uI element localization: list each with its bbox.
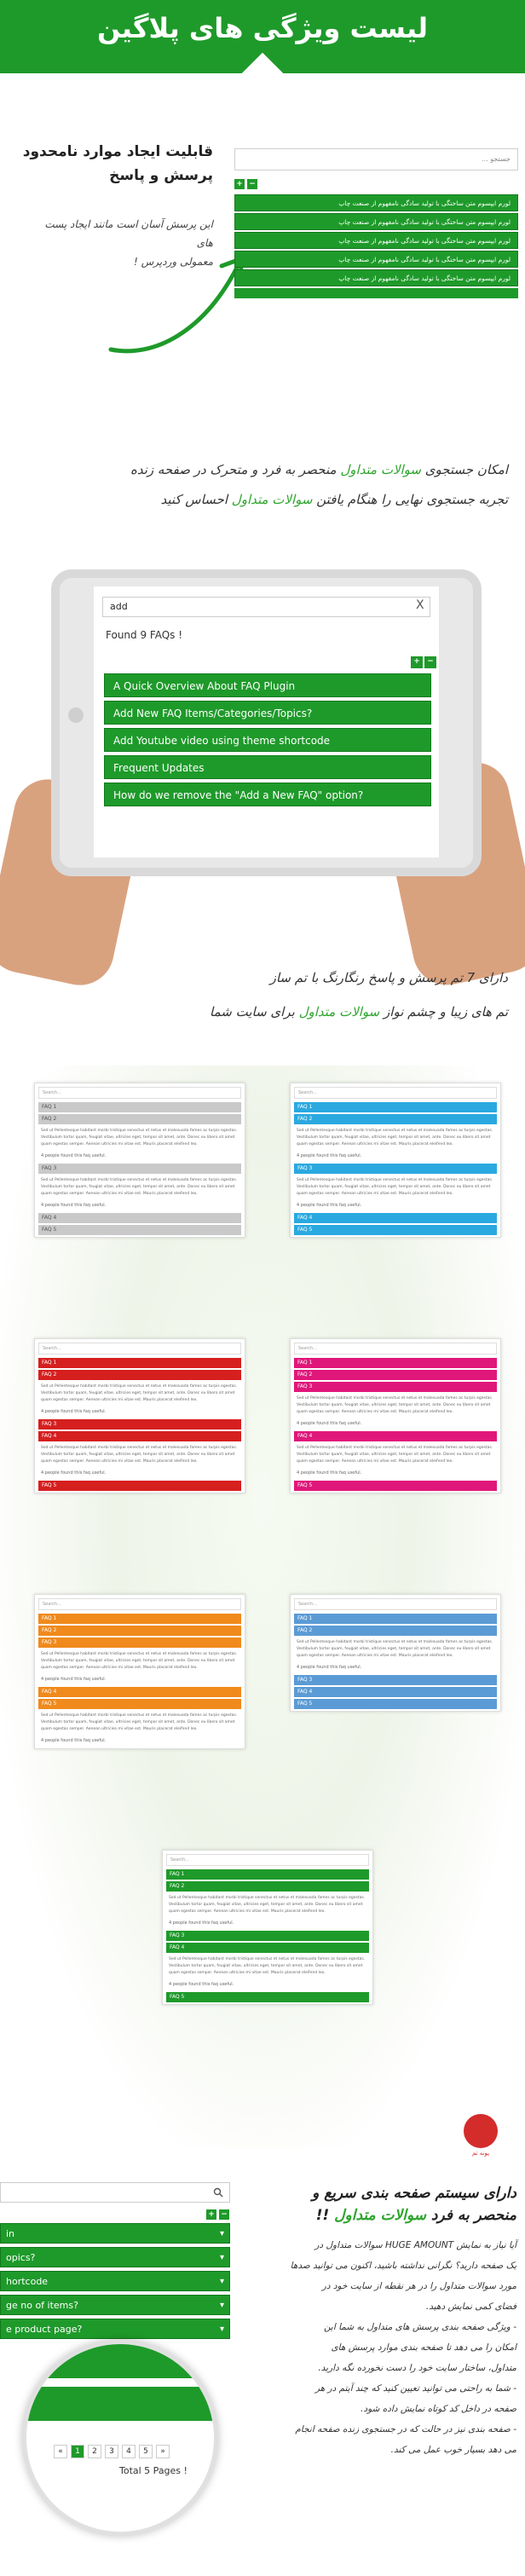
tablet-home-button — [68, 708, 84, 723]
theme-faq-bar[interactable]: FAQ 4 — [38, 1687, 241, 1697]
expand-all-button[interactable]: + — [411, 656, 423, 668]
chevron-down-icon: ▾ — [219, 2229, 224, 2238]
theme-preview-blue — [290, 1083, 501, 1238]
section2-line2: تجربه جستجوی نهایی را هنگام یافتن سوالات متداول احساس کنید — [160, 492, 508, 507]
theme-faq-bar[interactable]: FAQ 2 — [38, 1370, 241, 1380]
theme-faq-bar[interactable]: FAQ 5 — [166, 1992, 369, 2002]
theme-preview-orange — [34, 1594, 245, 1749]
theme-faq-bar[interactable]: FAQ 1 — [38, 1358, 241, 1368]
theme-faq-answer: Sed ut Pellentesque habitant morbi tristique senectus et netus et malesuada fames ac turpis egestas. Vestibulum tortor quam, feugiat vitae, ultricies eget, tempor sit amet, ante. Donec eu libero sit amet quam egestas semper. Aenean ultricies mi vitae est. Mauris placerat eleifend leo. — [169, 1896, 366, 1914]
faq-item[interactable]: ge no of items? ▾ — [0, 2295, 230, 2315]
theme-faq-bar[interactable]: FAQ 4 — [294, 1431, 497, 1441]
theme-faq-bar[interactable]: FAQ 2 — [294, 1114, 497, 1124]
theme-faq-bar[interactable]: FAQ 5 — [294, 1481, 497, 1491]
theme-faq-useful: 4 people found this faq useful. — [41, 1203, 107, 1208]
theme-faq-bar[interactable]: FAQ 2 — [294, 1370, 497, 1380]
theme-faq-bar[interactable]: FAQ 2 — [38, 1626, 241, 1636]
theme-faq-useful: 4 people found this faq useful. — [41, 1409, 107, 1414]
theme-faq-bar[interactable]: FAQ 2 — [38, 1114, 241, 1124]
faq-item[interactable]: لورم ایپسوم متن ساختگی با تولید سادگی نامفهوم از صنعت چاپ — [234, 269, 518, 286]
page-title: لیست ویژگی های پلاگین — [96, 12, 429, 44]
faq-item[interactable]: لورم ایپسوم متن ساختگی با تولید سادگی نامفهوم از صنعت چاپ — [234, 213, 518, 230]
theme-faq-useful: 4 people found this faq useful. — [169, 1982, 234, 1987]
magnifier-lens — [22, 2340, 218, 2536]
total-pages: Total 5 Pages ! — [119, 2465, 188, 2476]
search-result-item[interactable]: How do we remove the "Add a New FAQ" option? — [104, 783, 431, 806]
brand-logo-icon — [464, 2114, 498, 2148]
theme-faq-bar[interactable]: FAQ 3 — [294, 1164, 497, 1174]
theme-search-input[interactable]: Search... — [38, 1087, 241, 1099]
theme-faq-answer: Sed ut Pellentesque habitant morbi tristique senectus et netus et malesuada fames ac turpis egestas. Vestibulum tortor quam, feugiat vitae, ultricies eget, tempor sit amet, ante. Donec eu libero sit amet quam egestas semper. Aenean ultricies mi vitae est. Mauris placerat eleifend leo. — [297, 1396, 493, 1414]
section1-description: این پرسش آسان است مانند ایجاد پست های معمولی وردپرس ! — [44, 218, 213, 268]
theme-faq-bar[interactable]: FAQ 1 — [294, 1102, 497, 1112]
search-icon[interactable] — [213, 2187, 223, 2198]
expand-all-button[interactable]: + — [234, 179, 245, 189]
theme-faq-bar[interactable]: FAQ 5 — [38, 1699, 241, 1709]
pagination-page-3[interactable]: 3 — [105, 2445, 118, 2458]
theme-faq-answer: Sed ut Pellentesque habitant morbi tristique senectus et netus et malesuada fames ac turpis egestas. Vestibulum tortor quam, feugiat vitae, ultricies eget, tempor sit amet, ante. Donec eu libero sit amet quam egestas semper. Aenean ultricies mi vitae est. Mauris placerat eleifend leo. — [297, 1446, 493, 1464]
theme-faq-bar[interactable]: FAQ 1 — [166, 1869, 369, 1880]
arrow-icon — [102, 247, 256, 367]
pagination-next[interactable]: » — [156, 2445, 170, 2458]
theme-faq-bar[interactable]: FAQ 5 — [38, 1481, 241, 1491]
faq-item[interactable]: e product page? ▾ — [0, 2319, 230, 2339]
collapse-all-button[interactable]: − — [219, 2209, 229, 2220]
close-icon[interactable]: X — [416, 598, 424, 612]
theme-search-input[interactable]: Search... — [38, 1343, 241, 1354]
faq-list-bottom-bar — [234, 288, 518, 298]
search-result-item[interactable]: Add New FAQ Items/Categories/Topics? — [104, 701, 431, 725]
theme-preview-grey — [34, 1083, 245, 1238]
theme-faq-useful: 4 people found this faq useful. — [297, 1470, 362, 1476]
theme-faq-answer: Sed ut Pellentesque habitant morbi tristique senectus et netus et malesuada fames ac turpis egestas. Vestibulum tortor quam, feugiat vitae, ultricies eget, tempor sit amet, ante. Donec eu libero sit amet quam egestas semper. Aenean ultricies mi vitae est. Mauris placerat eleifend leo. — [41, 1178, 238, 1196]
theme-faq-bar[interactable]: FAQ 3 — [38, 1419, 241, 1430]
theme-faq-bar[interactable]: FAQ 4 — [294, 1213, 497, 1223]
theme-faq-useful: 4 people found this faq useful. — [169, 1920, 234, 1926]
magnified-faq-row — [26, 2344, 218, 2378]
pagination-prev[interactable]: « — [54, 2445, 67, 2458]
theme-faq-answer: Sed ut Pellentesque habitant morbi tristique senectus et netus et malesuada fames ac turpis egestas. Vestibulum tortor quam, feugiat vitae, ultricies eget, tempor sit amet, ante. Donec eu libero sit amet quam egestas semper. Aenean ultricies mi vitae est. Mauris placerat eleifend leo. — [41, 1713, 238, 1731]
theme-faq-bar[interactable]: FAQ 4 — [294, 1687, 497, 1697]
search-result-item[interactable]: Frequent Updates — [104, 755, 431, 779]
theme-faq-bar[interactable]: FAQ 1 — [38, 1614, 241, 1624]
theme-preview-red — [34, 1338, 245, 1493]
theme-faq-bar[interactable]: FAQ 1 — [294, 1614, 497, 1624]
theme-faq-bar[interactable]: FAQ 3 — [166, 1931, 369, 1941]
section3-line1: دارای 7 تم پرسش و پاسخ رنگارنگ با تم ساز — [269, 970, 508, 985]
theme-faq-bar[interactable]: FAQ 1 — [38, 1102, 241, 1112]
theme-faq-bar[interactable]: FAQ 2 — [166, 1881, 369, 1892]
chevron-down-icon: ▾ — [219, 2301, 224, 2310]
theme-faq-useful: 4 people found this faq useful. — [297, 1421, 362, 1426]
section1-heading: قابلیت ایجاد موارد نامحدود پرسش و پاسخ — [22, 143, 213, 184]
section3-line2: تم های زیبا و چشم نواز سوالات متداول برای سایت شما — [210, 1004, 508, 1019]
section2-line1: امکان جستجوی سوالات متداول منحصر به فرد و متحرک در صفحه زنده — [130, 462, 508, 477]
magnified-faq-row — [26, 2387, 218, 2421]
pagination-page-5[interactable]: 5 — [139, 2445, 153, 2458]
theme-faq-useful: 4 people found this faq useful. — [41, 1738, 107, 1743]
theme-faq-bar[interactable]: FAQ 5 — [294, 1699, 497, 1709]
theme-faq-bar[interactable]: FAQ 4 — [38, 1213, 241, 1223]
theme-preview-green — [162, 1850, 373, 2005]
theme-faq-answer: Sed ut Pellentesque habitant morbi tristique senectus et netus et malesuada fames ac turpis egestas. Vestibulum tortor quam, feugiat vitae, ultricies eget, tempor sit amet, ante. Donec eu libero sit amet quam egestas semper. Aenean ultricies mi vitae est. Mauris placerat eleifend leo. — [41, 1446, 238, 1464]
search-result-item[interactable]: A Quick Overview About FAQ Plugin — [104, 673, 431, 697]
faq-item[interactable]: لورم ایپسوم متن ساختگی با تولید سادگی نامفهوم از صنعت چاپ — [234, 194, 518, 211]
theme-faq-useful: 4 people found this faq useful. — [297, 1153, 362, 1158]
theme-faq-bar[interactable]: FAQ 3 — [294, 1675, 497, 1685]
pagination-page-2[interactable]: 2 — [88, 2445, 101, 2458]
theme-faq-bar[interactable]: FAQ 4 — [38, 1431, 241, 1441]
theme-faq-useful: 4 people found this faq useful. — [297, 1665, 362, 1670]
faq-item[interactable]: opics? ▾ — [0, 2247, 230, 2267]
theme-search-input[interactable]: Search... — [294, 1598, 497, 1610]
theme-faq-answer: Sed ut Pellentesque habitant morbi tristique senectus et netus et malesuada fames ac turpis egestas. Vestibulum tortor quam, feugiat vitae, ultricies eget, tempor sit amet, ante. Donec eu libero sit amet quam egestas semper. Aenean ultricies mi vitae est. Mauris placerat eleifend leo. — [41, 1652, 238, 1670]
theme-faq-bar[interactable]: FAQ 5 — [38, 1225, 241, 1235]
theme-faq-useful: 4 people found this faq useful. — [41, 1677, 107, 1682]
pagination — [54, 2445, 199, 2458]
theme-faq-bar[interactable]: FAQ 5 — [294, 1225, 497, 1235]
theme-faq-bar[interactable]: FAQ 2 — [294, 1626, 497, 1636]
theme-faq-answer: Sed ut Pellentesque habitant morbi tristique senectus et netus et malesuada fames ac turpis egestas. Vestibulum tortor quam, feugiat vitae, ultricies eget, tempor sit amet, ante. Donec eu libero sit amet quam egestas semper. Aenean ultricies mi vitae est. Mauris placerat eleifend leo. — [41, 1129, 238, 1146]
section4-body: آیا نیاز به نمایش HUGE AMOUNT سوالات متداول در یک صفحه دارید؟ نگرانی نداشته باشید، اکنون می توانید صدها مورد سوالات متداول را در هر نقطه از سایت خود در فضای کمی نمایش دهید. - ویژگی صفحه بندی پرسش های متداول به شما این امکان را می دهد تا صفحه بندی موارد پرسش های متداول، ساختار سایت خود را دست نخورده نگه دارید. - شما به راحتی می توانید تعیین کنید که چند آیتم در هر صفحه در داخل کد کوتاه نمایش داده شود. - صفحه بندی نیز در حالت که در جستجوی زنده صفحه انجام می دهد بسیار خوب عمل می کند. — [290, 2240, 516, 2455]
theme-faq-bar[interactable]: FAQ 4 — [166, 1943, 369, 1953]
theme-faq-bar[interactable]: FAQ 1 — [294, 1358, 497, 1368]
theme-faq-answer: Sed ut Pellentesque habitant morbi tristique senectus et netus et malesuada fames ac turpis egestas. Vestibulum tortor quam, feugiat vitae, ultricies eget, tempor sit amet, ante. Donec eu libero sit amet quam egestas semper. Aenean ultricies mi vitae est. Mauris placerat eleifend leo. — [297, 1129, 493, 1146]
section4-title: دارای سیستم صفحه بندی سریع و منحصر به فرد سوالات متداول !! — [312, 2185, 516, 2224]
faq-search-input[interactable]: جستجو ... — [234, 148, 518, 170]
collapse-all-button[interactable]: − — [424, 656, 436, 668]
faq-item[interactable]: لورم ایپسوم متن ساختگی با تولید سادگی نامفهوم از صنعت چاپ — [234, 232, 518, 249]
theme-search-input[interactable]: Search... — [38, 1598, 241, 1610]
search-result-item[interactable]: Add Youtube video using theme shortcode — [104, 728, 431, 752]
pagination-page-1[interactable]: 1 — [71, 2445, 84, 2458]
pagination-search-input[interactable] — [0, 2182, 230, 2203]
theme-search-input[interactable]: Search... — [166, 1854, 369, 1866]
chevron-down-icon: ▾ — [219, 2325, 224, 2334]
theme-faq-answer: Sed ut Pellentesque habitant morbi tristique senectus et netus et malesuada fames ac turpis egestas. Vestibulum tortor quam, feugiat vitae, ultricies eget, tempor sit amet, ante. Donec eu libero sit amet quam egestas semper. Aenean ultricies mi vitae est. Mauris placerat eleifend leo. — [169, 1957, 366, 1975]
chevron-down-icon: ▾ — [219, 2253, 224, 2262]
theme-faq-useful: 4 people found this faq useful. — [297, 1203, 362, 1208]
theme-search-input[interactable]: Search... — [294, 1087, 497, 1099]
theme-faq-bar[interactable]: FAQ 3 — [294, 1382, 497, 1392]
theme-faq-bar[interactable]: FAQ 3 — [38, 1637, 241, 1648]
theme-faq-bar[interactable]: FAQ 3 — [38, 1164, 241, 1174]
theme-faq-answer: Sed ut Pellentesque habitant morbi tristique senectus et netus et malesuada fames ac turpis egestas. Vestibulum tortor quam, feugiat vitae, ultricies eget, tempor sit amet, ante. Donec eu libero sit amet quam egestas semper. Aenean ultricies mi vitae est. Mauris placerat eleifend leo. — [297, 1178, 493, 1196]
theme-preview-pink — [290, 1338, 501, 1493]
faq-item[interactable]: لورم ایپسوم متن ساختگی با تولید سادگی نامفهوم از صنعت چاپ — [234, 251, 518, 268]
chevron-down-icon: ▾ — [219, 2277, 224, 2286]
theme-search-input[interactable]: Search... — [294, 1343, 497, 1354]
theme-faq-useful: 4 people found this faq useful. — [41, 1470, 107, 1476]
expand-all-button[interactable]: + — [206, 2209, 216, 2220]
faq-item[interactable]: in ▾ — [0, 2223, 230, 2244]
brand-logo-text: پونه تم — [471, 2150, 490, 2157]
theme-faq-useful: 4 people found this faq useful. — [41, 1153, 107, 1158]
faq-item[interactable]: hortcode ▾ — [0, 2271, 230, 2291]
tablet-search-input[interactable]: add — [102, 597, 430, 617]
theme-preview-light-blue — [290, 1594, 501, 1712]
collapse-all-button[interactable]: − — [247, 179, 257, 189]
theme-faq-answer: Sed ut Pellentesque habitant morbi tristique senectus et netus et malesuada fames ac turpis egestas. Vestibulum tortor quam, feugiat vitae, ultricies eget, tempor sit amet, ante. Donec eu libero sit amet quam egestas semper. Aenean ultricies mi vitae est. Mauris placerat eleifend leo. — [297, 1640, 493, 1658]
theme-faq-answer: Sed ut Pellentesque habitant morbi tristique senectus et netus et malesuada fames ac turpis egestas. Vestibulum tortor quam, feugiat vitae, ultricies eget, tempor sit amet, ante. Donec eu libero sit amet quam egestas semper. Aenean ultricies mi vitae est. Mauris placerat eleifend leo. — [41, 1384, 238, 1402]
found-count: Found 9 FAQs ! — [106, 629, 183, 641]
pagination-page-4[interactable]: 4 — [122, 2445, 136, 2458]
